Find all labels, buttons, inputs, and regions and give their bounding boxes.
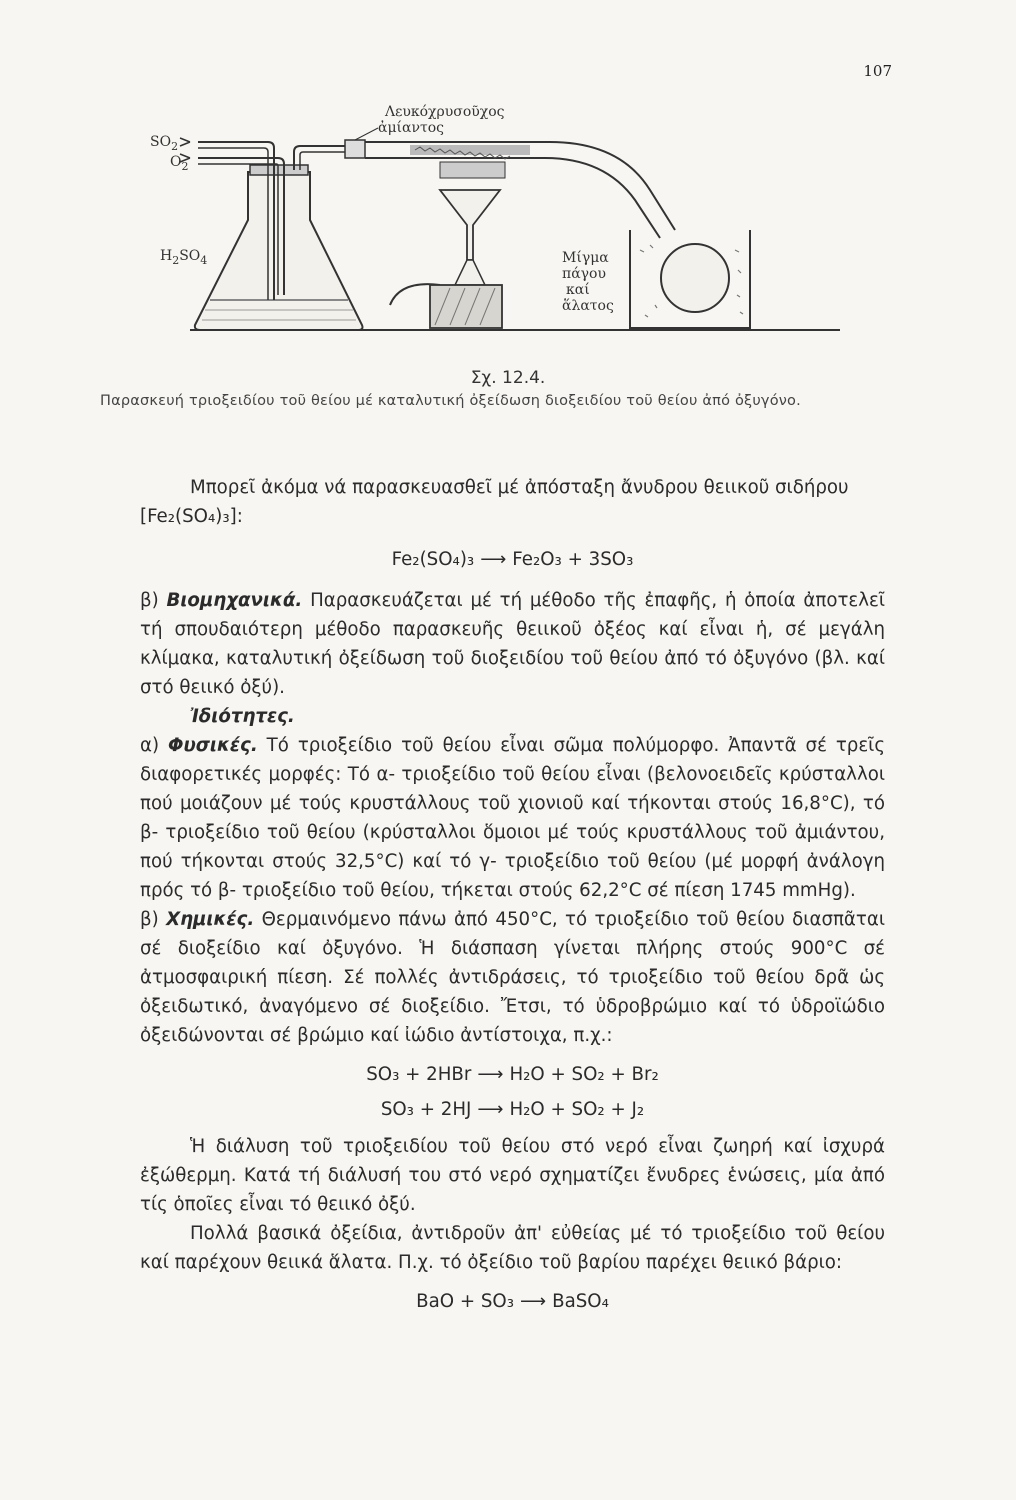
label-pointer xyxy=(355,128,378,140)
equation: BaO + SO₃ ⟶ BaSO₄ xyxy=(416,1291,609,1312)
platinum-asbestos-label-2: ἀμίαντος xyxy=(378,120,445,136)
paragraph: α) Φυσικές. Τό τριοξείδιο τοῦ θείου εἶναι σῶμα πολύμορφο. Ἀπαντᾶ σέ τρεῖς διαφορετικές μορφές: Τό α- τριοξείδιο τοῦ θείου εἶναι (βελονοειδεῖς κρύσταλλοι πού μοιάζουν μέ τούς κρυστάλλους τοῦ χιονιοῦ καί τήκονται στούς 16,8°C), τό β- τριοξείδιο τοῦ θείου (κρύσταλλοι ὅμοιοι μέ τούς κρυστάλλους τοῦ ἀμιάντου, πού τήκονται στούς 32,5°C) καί τό γ- τριοξείδιο τοῦ θείου (μέ μορφή ἀνάλογη πρός τό β- τριοξείδιο τοῦ θείου, τήκεται στούς 62,2°C σέ πίεση 1745 mmHg). xyxy=(140,735,885,901)
paragraph: [Fe₂(SO₄)₃]: xyxy=(140,506,243,527)
mixture-label-4: ἅλατος xyxy=(562,298,614,314)
so2-label: $SO_2$ xyxy=(150,134,179,153)
o2-label: $O_2$ xyxy=(170,154,189,173)
body-text xyxy=(140,473,885,1316)
burner xyxy=(390,190,502,328)
cooling-bath xyxy=(630,230,750,328)
figure-caption-text: Παρασκευή τριοξειδίου τοῦ θείου μέ καταλυτική ὀξείδωση διοξειδίου τοῦ θείου ἀπό ὀξυγόνο. xyxy=(100,393,801,409)
equation: SO₃ + 2HBr ⟶ H₂O + SO₂ + Br₂ xyxy=(366,1064,659,1085)
page-number: 107 xyxy=(863,62,892,80)
paragraph: Πολλά βασικά ὀξείδια, ἀντιδροῦν ἀπ' εὐθείας μέ τό τριοξείδιο τοῦ θείου καί παρέχουν θειικά ἅλατα. Π.χ. τό ὀξείδιο τοῦ βαρίου παρέχει θειικό βάριο: xyxy=(140,1223,885,1273)
equation: SO₃ + 2HJ ⟶ H₂O + SO₂ + J₂ xyxy=(380,1099,645,1120)
apparatus-figure xyxy=(150,100,890,350)
mixture-label-1: Μίγμα xyxy=(562,250,609,266)
mixture-label-3: καί xyxy=(566,282,590,298)
paragraph: β) Βιομηχανικά. Παρασκευάζεται μέ τή μέθοδο τῆς ἐπαφῆς, ἡ ὁποία ἀποτελεῖ τή σπουδαιότερη μέθοδο παρασκευῆς θειικοῦ ὀξέος καί εἶναι ἡ, σέ μεγάλη κλίμακα, καταλυτική ὀξείδωση τοῦ διοξειδίου τοῦ θείου ἀπό τό ὀξυγόνο (βλ. καί στό θειικό ὀξύ). xyxy=(140,590,885,698)
figure-caption-title: Σχ. 12.4. xyxy=(470,368,546,388)
section-heading: Ἰδιότητες. xyxy=(190,706,295,727)
paragraph: Μπορεῖ ἀκόμα νά παρασκευασθεῖ μέ ἀπόσταξη ἄνυδρου θειικοῦ σιδήρου xyxy=(190,477,849,498)
paragraph: β) Χημικές. Θερμαινόμενο πάνω ἀπό 450°C, τό τριοξείδιο τοῦ θείου διασπᾶται σέ διοξείδιο καί ὀξυγόνο. Ἡ διάσπαση γίνεται πλήρης στούς 900°C σέ ἀτμοσφαιρική πίεση. Σέ πολλές ἀντιδράσεις, τό τριοξείδιο τοῦ θείου δρᾶ ὡς ὀξειδωτικό, ἀναγόμενο σέ διοξείδιο. Ἔτσι, τό ὑδροβρώμιο καί τό ὑδροϊώδιο ὀξειδώνονται σέ βρώμιο καί ἰώδιο ἀντίστοιχα, π.χ.: xyxy=(140,909,886,1046)
h2so4-label: $H_2SO_4$ xyxy=(160,248,208,267)
mixture-label-2: πάγου xyxy=(562,266,606,282)
platinum-asbestos-label-1: Λευκόχρυσοῦχος xyxy=(385,104,505,120)
equation: Fe₂(SO₄)₃ ⟶ Fe₂O₃ + 3SO₃ xyxy=(391,549,634,570)
apparatus-diagram xyxy=(150,100,890,350)
paragraph: Ἡ διάλυση τοῦ τριοξειδίου τοῦ θείου στό νερό εἶναι ζωηρή καί ἰσχυρά ἐξώθερμη. Κατά τή διάλυσή του στό νερό σχηματίζει ἔνυδρες ἑνώσεις, μία ἀπό τίς ὁποῖες εἶναι τό θειικό ὀξύ. xyxy=(140,1136,885,1215)
catalyst-tube xyxy=(345,140,675,238)
